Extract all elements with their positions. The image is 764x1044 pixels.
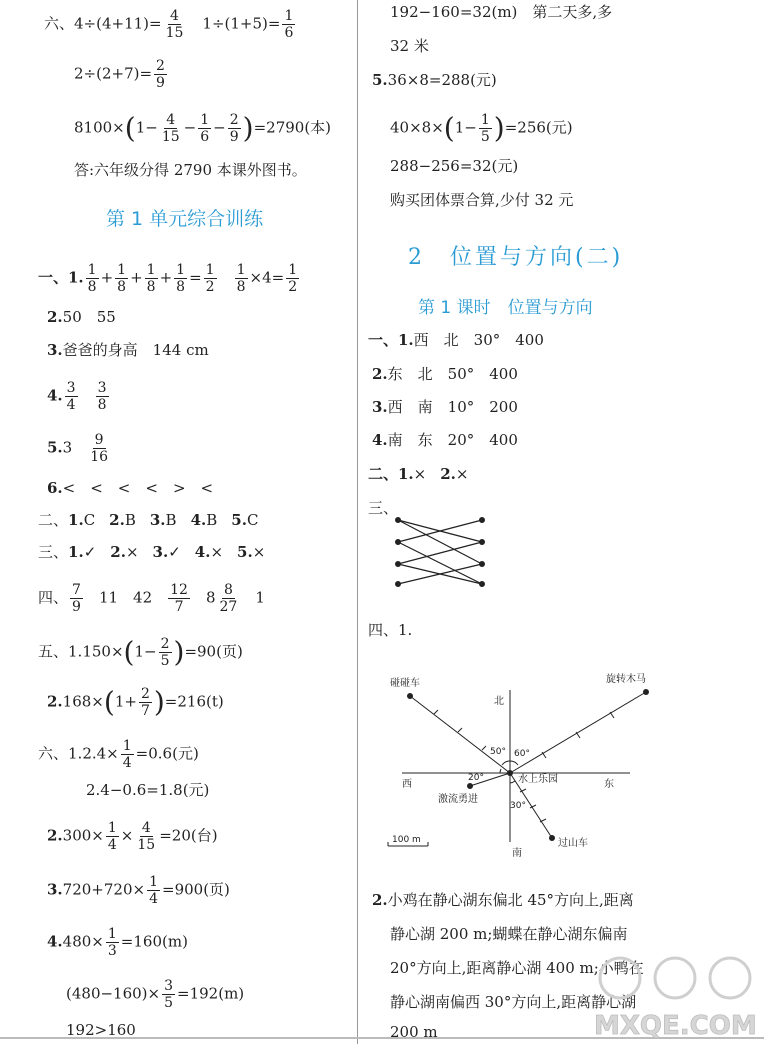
lesson-title: 第 1 课时 位置与方向 — [418, 298, 593, 318]
question-r5: 5.36×8=288(元) — [372, 71, 497, 89]
scale-tick — [610, 712, 614, 718]
label-rafting: 激流勇进 — [438, 794, 478, 805]
carousel-dot — [643, 689, 649, 695]
calc-line-r2: 32 米 — [390, 37, 429, 55]
fraction: $\frac{2}{9}$ — [229, 112, 239, 145]
answer-4-2-line2: 静心湖 200 m;蝴蝶在静心湖东偏南 — [390, 925, 628, 943]
label-carousel: 旋转木马 — [606, 674, 646, 685]
label-east: 东 — [604, 779, 614, 790]
answer-4-2-line3: 20°方向上,距离静心湖 400 m;小鸭在 — [390, 959, 644, 977]
question-4: 四、 $\frac{7}{9}$ 11 42 $\frac{12}{7}$ 8 $\frac{8}{27}$ 1 — [38, 582, 265, 615]
section-title: 第 1 单元综合训练 — [106, 208, 264, 230]
water-park-dot — [507, 770, 513, 776]
scale-tick — [458, 728, 462, 732]
answer-line-r6: 购买团体票合算,少付 32 元 — [390, 191, 574, 209]
bearing-line-bumper-cars — [410, 696, 510, 773]
answer-1-3: 3.西 南 10° 200 — [372, 398, 518, 416]
fraction: $\frac{2}{9}$ — [156, 58, 165, 91]
question-6-1: 六、1.2.4× $\frac{1}{4}$ =0.6(元) — [38, 738, 199, 771]
angle-arc — [500, 769, 501, 773]
question-6-4-compare: 192>160 — [66, 1021, 136, 1039]
angle-20: 20° — [468, 773, 484, 783]
scale-tick — [482, 746, 486, 750]
match-line — [398, 520, 482, 564]
question-6-3: 3.720+720× $\frac{1}{4}$ =900(页) — [47, 874, 230, 907]
right-dot — [479, 517, 485, 523]
answer-1-1: 一、1.西 北 30° 400 — [368, 331, 544, 349]
question-1-6: 6.< < < < > < — [47, 479, 214, 497]
bearing-line-carousel — [510, 692, 646, 773]
angle-arc — [510, 781, 515, 783]
answer-4-1-label: 四、1. — [368, 621, 413, 639]
match-line — [398, 542, 482, 564]
label-south: 南 — [512, 848, 522, 859]
svg-text:MXQE.COM: MXQE.COM — [594, 1011, 757, 1040]
label-west: 西 — [402, 779, 412, 790]
calc-line-3: 8100×(1− $\frac{4}{15}$ − $\frac{1}{6}$ − $\frac{2}{9}$ )=2790(本) — [74, 111, 332, 145]
direction-map — [382, 662, 662, 862]
question-5-1: 五、1.150×(1− $\frac{2}{5}$ )=90(页) — [38, 635, 243, 669]
calc-line-r1: 192−160=32(m) 第二天多,多 — [390, 3, 613, 21]
left-dot — [395, 561, 401, 567]
label-coaster: 过山车 — [558, 838, 588, 849]
calc-line-r5: 288−256=32(元) — [390, 157, 519, 175]
answer-line: 答:六年级分得 2790 本课外图书。 — [74, 161, 307, 179]
question-6-2: 2.300× $\frac{1}{4}$ × $\frac{4}{15}$ =20(台) — [47, 820, 218, 853]
label-bumper-cars: 碰碰车 — [390, 678, 420, 689]
answer-4-2: 2.小鸡在静心湖东偏北 45°方向上,距离 — [372, 891, 634, 909]
angle-30: 30° — [510, 801, 526, 811]
left-dot — [395, 581, 401, 587]
right-dot — [479, 539, 485, 545]
fraction: $\frac{1}{6}$ — [284, 8, 294, 41]
right-dot — [479, 561, 485, 567]
rafting-dot — [467, 783, 473, 789]
calc-line-2: 2÷(2+7)= $\frac{2}{9}$ — [74, 58, 165, 91]
calc-line-r4: 40×8×(1− $\frac{1}{5}$ )=256(元) — [390, 111, 573, 145]
matching-diagram — [390, 510, 490, 590]
question-1-2: 2.50 55 — [47, 308, 116, 326]
calc-line-1: 六、4÷(4+11)= $\frac{4}{15}$ 1÷(1+5)= $\frac{1}{6}$ — [44, 8, 294, 41]
angle-50: 50° — [490, 747, 506, 757]
answer-2: 二、1.× 2.× — [368, 465, 469, 483]
fraction: $\frac{1}{6}$ — [200, 112, 210, 145]
answer-1-4: 4.南 东 20° 400 — [372, 431, 518, 449]
question-1-5: 5.3 $\frac{9}{16}$ — [47, 432, 109, 465]
answer-1-2: 2.东 北 50° 400 — [372, 365, 518, 383]
question-3: 三、1.✓ 2.× 3.✓ 4.× 5.× — [38, 543, 266, 561]
column-divider — [357, 0, 358, 1044]
left-dot — [395, 539, 401, 545]
question-6-1-step: 2.4−0.6=1.8(元) — [86, 781, 210, 799]
scale-tick — [434, 710, 438, 714]
bumper-cars-dot — [407, 693, 413, 699]
label-water-park: 水上乐园 — [518, 774, 558, 785]
right-dot — [479, 581, 485, 587]
question-1-3: 3.爸爸的身高 144 cm — [47, 341, 209, 359]
left-dot — [395, 517, 401, 523]
answer-4-2-line5: 200 m — [390, 1023, 438, 1041]
match-line — [398, 542, 482, 584]
question-6-4: 4.480× $\frac{1}{3}$ =160(m) — [47, 926, 188, 959]
question-6-4-step: (480−160)× $\frac{3}{5}$ =192(m) — [66, 978, 245, 1011]
chapter-title: 2 位置与方向(二) — [408, 245, 624, 270]
label-north: 北 — [494, 696, 504, 707]
angle-60: 60° — [514, 749, 530, 759]
question-2: 二、1.C 2.B 3.B 4.B 5.C — [38, 511, 259, 529]
question-5-2: 2.168×(1+ $\frac{2}{7}$ )=216(t) — [47, 685, 224, 719]
question-1-4: 4. $\frac{3}{4}$ $\frac{3}{8}$ — [47, 380, 107, 413]
watermark-logo — [580, 950, 760, 1040]
coaster-dot — [549, 835, 555, 841]
fraction: $\frac{4}{15}$ — [165, 8, 184, 41]
answer-3-label: 三、 — [368, 499, 399, 517]
question-1-1: 一、1. $\frac{1}{8}$ + $\frac{1}{8}$ + $\frac{1}{8}$ + $\frac{1}{8}$ = $\frac{1}{2}$ $\frac{1}{8}$ ×4= $\frac{1}{2}$ — [38, 262, 298, 295]
label-scale: 100 m — [392, 835, 421, 845]
fraction: $\frac{4}{15}$ — [161, 112, 180, 145]
answer-4-2-line4: 静心湖南偏西 30°方向上,距离静心湖 — [390, 993, 637, 1011]
